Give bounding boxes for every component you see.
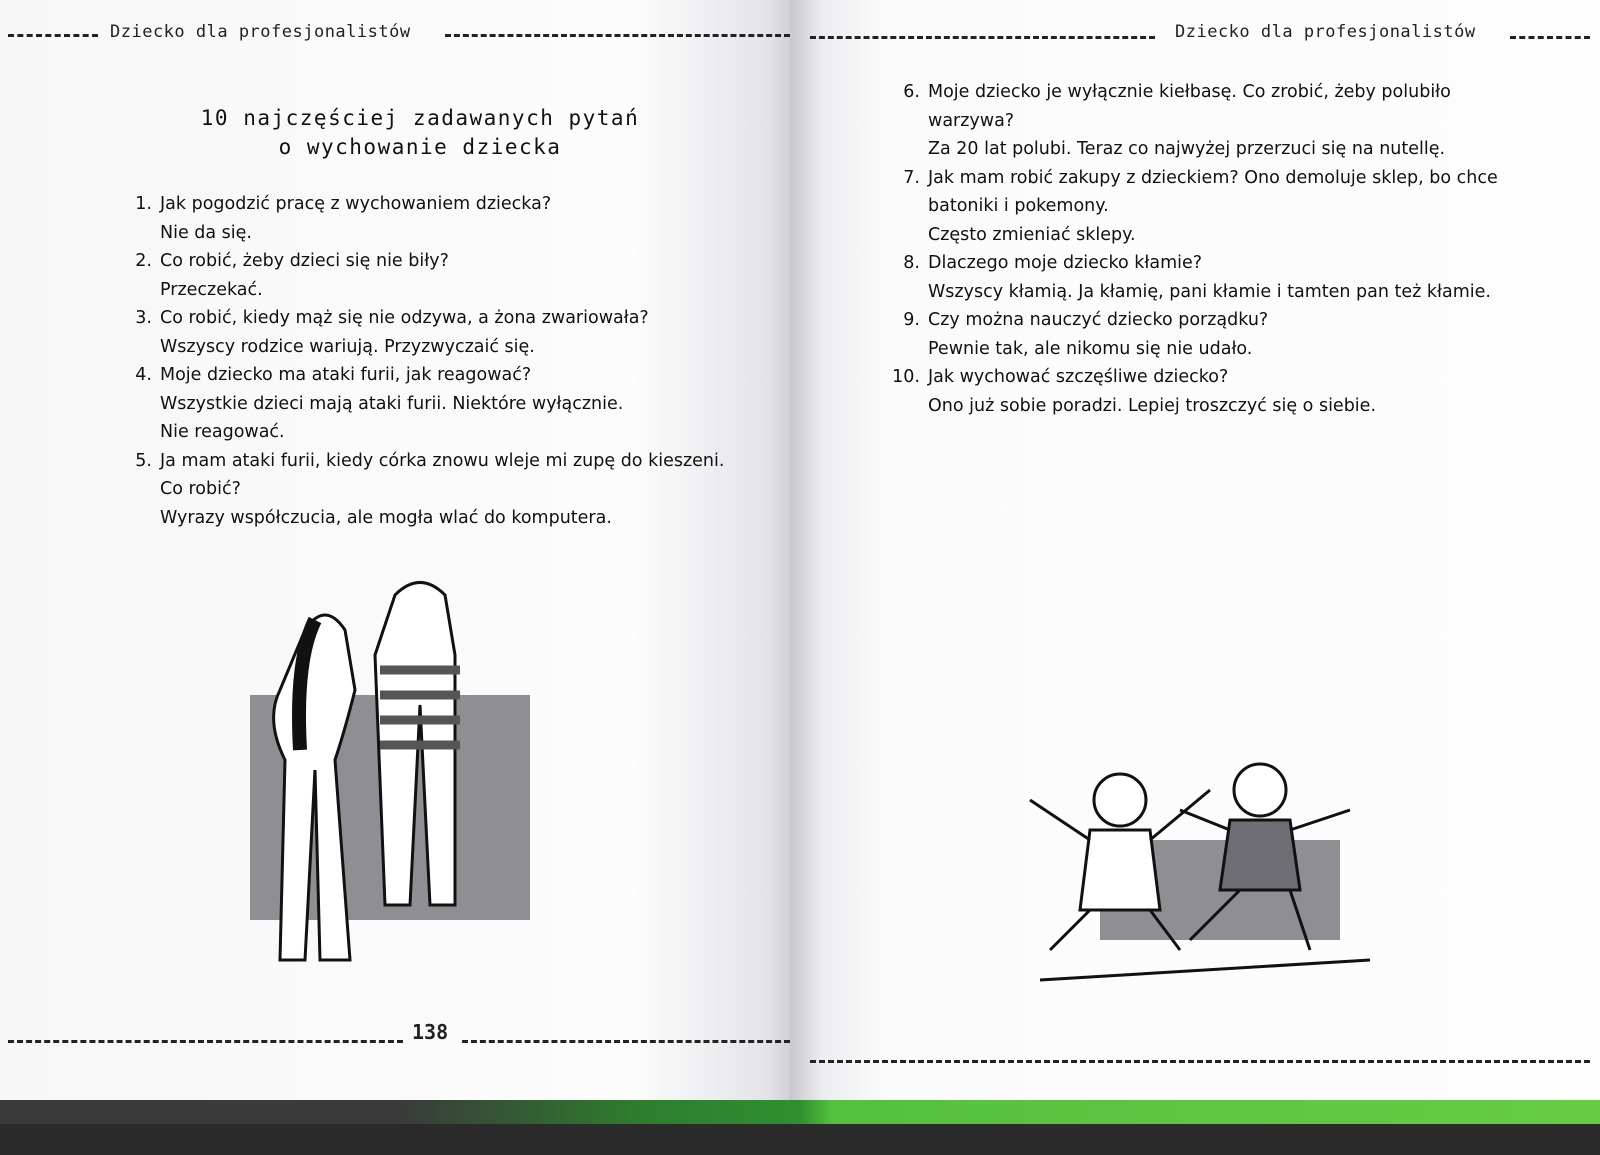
question: Moje dziecko ma ataki furii, jak reagować?	[160, 365, 532, 385]
faq-item	[122, 190, 732, 247]
footer-rule	[810, 1060, 1590, 1063]
answer: Często zmieniać sklepy.	[928, 224, 1136, 245]
header-rule	[445, 34, 790, 37]
item-number: 9.	[903, 310, 920, 330]
item-number: 10.	[892, 367, 920, 387]
title-line: o wychowanie dziecka	[278, 135, 562, 159]
faq-list	[122, 190, 732, 532]
header-rule	[810, 36, 1155, 39]
illustration-couple	[230, 570, 550, 980]
title-line: 10 najczęściej zadawanych pytań	[200, 106, 640, 130]
answer: Wszyscy rodzice wariują. Przyzwyczaić się.	[160, 336, 535, 357]
illustration-dancing-kids	[970, 750, 1410, 1000]
faq-list	[890, 78, 1500, 420]
question: Dlaczego moje dziecko kłamie?	[928, 253, 1203, 273]
header-rule	[8, 34, 98, 37]
page-number: 138	[412, 1020, 449, 1044]
answer: Za 20 lat polubi. Teraz co najwyżej przerzuci się na nutellę.	[928, 139, 1446, 159]
question: Co robić, żeby dzieci się nie biły?	[160, 251, 449, 271]
chapter-title	[130, 104, 710, 162]
left-page	[0, 0, 790, 1105]
answer: Pewnie tak, ale nikomu się nie udało.	[928, 338, 1253, 359]
question: Jak wychować szczęśliwe dziecko?	[928, 367, 1229, 387]
item-number: 3.	[135, 308, 152, 328]
running-header: Dziecko dla profesjonalistów	[110, 22, 411, 42]
item-number: 7.	[903, 167, 920, 188]
answer: Wyrazy współczucia, ale mogła wlać do komputera.	[160, 507, 612, 528]
faq-item	[122, 304, 732, 361]
question: Co robić, kiedy mąż się nie odzywa, a żona zwariowała?	[160, 308, 649, 328]
item-number: 6.	[903, 82, 920, 102]
faq-item	[122, 447, 732, 533]
question: Moje dziecko je wyłącznie kiełbasę. Co zrobić, żeby polubiło warzywa?	[928, 82, 1451, 131]
faq-item	[890, 249, 1500, 306]
book-cover-edge	[0, 1100, 1600, 1124]
faq-item	[890, 78, 1500, 164]
answer: Nie da się.	[160, 222, 252, 243]
faq-item	[890, 164, 1500, 250]
question: Jak pogodzić pracę z wychowaniem dziecka?	[160, 194, 552, 214]
answer: Ono już sobie poradzi. Lepiej troszczyć się o siebie.	[928, 395, 1377, 416]
answer: Przeczekać.	[160, 279, 263, 300]
header-rule	[1510, 36, 1590, 39]
question: Czy można nauczyć dziecko porządku?	[928, 310, 1269, 330]
answer: Wszyscy kłamią. Ja kłamię, pani kłamie i tamten pan też kłamie.	[928, 281, 1491, 302]
item-number: 2.	[135, 251, 152, 271]
footer-rule	[8, 1040, 403, 1043]
faq-item	[890, 363, 1500, 420]
faq-item	[122, 247, 732, 304]
faq-item	[890, 306, 1500, 363]
answer: Wszystkie dzieci mają ataki furii. Niektóre wyłącznie.	[160, 393, 624, 414]
footer-rule	[462, 1040, 790, 1043]
right-page	[790, 0, 1600, 1105]
item-number: 1.	[135, 194, 152, 214]
answer: Nie reagować.	[160, 422, 285, 442]
question: Jak mam robić zakupy z dzieckiem? Ono demoluje sklep, bo chce batoniki i pokemony.	[928, 167, 1498, 216]
item-number: 8.	[903, 253, 920, 273]
running-header: Dziecko dla profesjonalistów	[1175, 22, 1476, 42]
item-number: 5.	[135, 450, 152, 471]
item-number: 4.	[135, 365, 152, 385]
faq-item	[122, 361, 732, 447]
question: Ja mam ataki furii, kiedy córka znowu wleje mi zupę do kieszeni. Co robić?	[160, 450, 725, 499]
